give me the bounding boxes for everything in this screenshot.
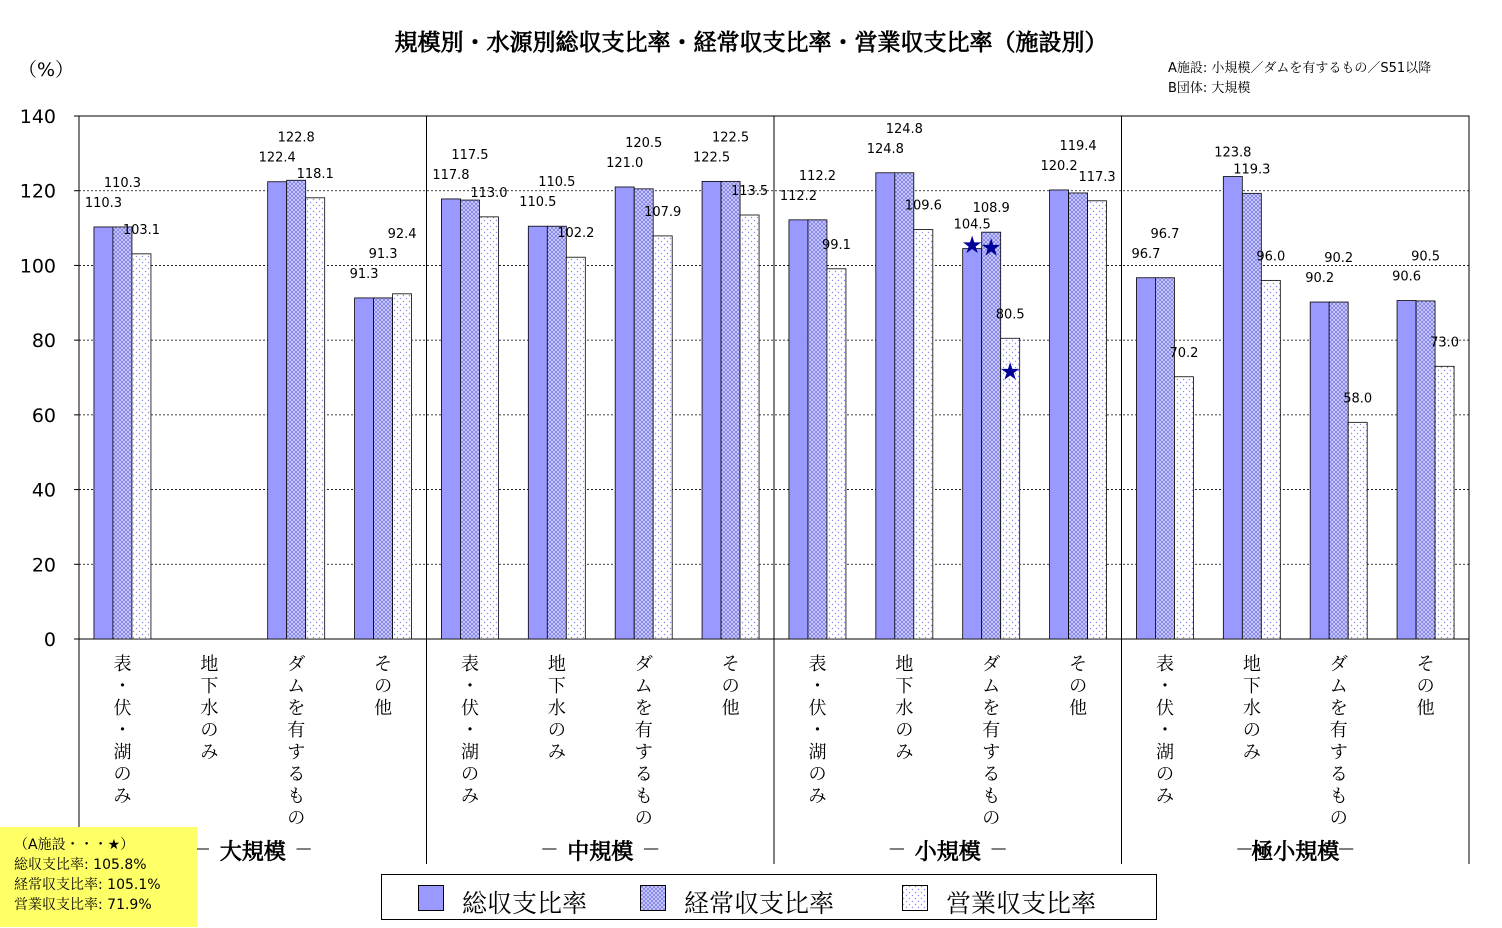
bar [132,254,151,639]
category-label-char: を [1329,698,1348,719]
bar [355,298,374,639]
bar [479,217,498,639]
category-label-char: ・ [113,676,132,697]
category-label-char: 伏 [1155,698,1174,719]
category-label-char: の [895,720,914,741]
data-label: 108.9 [972,201,1010,217]
legend-swatch [640,885,666,911]
category-label-char: の [982,808,1001,829]
category-label-char: の [1329,808,1348,829]
category-label-char: の [634,808,653,829]
bar [702,181,721,639]
data-label: 112.2 [798,168,837,184]
bar [827,269,846,639]
star-marker: ★ [980,233,1002,262]
legend-label: 総収支比率 [462,889,588,918]
legend-label: 営業収支比率 [946,889,1097,918]
data-label: 103.1 [122,222,161,238]
category-label-char: み [1242,742,1261,763]
data-label: 90.2 [1324,251,1354,267]
category-label-char: ム [287,676,306,697]
star-marker: ★ [961,230,983,259]
category-label-char: 水 [895,698,914,719]
data-label: 117.8 [432,167,470,183]
category-label-char: ダ [634,654,653,675]
y-axis-unit: （%） [18,59,75,81]
category-label-char: 表 [1155,654,1174,675]
data-label: 118.1 [296,166,334,182]
category-label-char: 他 [374,698,393,719]
bar [1261,280,1280,639]
category-label-char: 表 [808,654,827,675]
category-label-char: ム [982,676,1001,697]
bar [615,187,634,639]
category-label-char: そ [374,654,393,675]
data-label: 113.5 [730,183,769,199]
data-label: 110.3 [84,195,123,211]
bar [876,173,895,639]
category-label-char: ・ [808,676,827,697]
legend-label: 経常収支比率 [684,889,835,918]
category-label-char: る [634,764,653,785]
data-label: 73.0 [1430,335,1460,351]
bar [528,226,547,639]
category-label-char: 伏 [808,698,827,719]
data-label: 121.0 [606,155,644,171]
y-tick-label: 40 [31,479,56,502]
group-label: 中規模 [567,840,634,865]
category-label-char: 水 [200,698,219,719]
bar [721,181,740,639]
category-label-char: も [634,786,653,807]
y-tick-label: 20 [31,554,56,577]
data-label: 122.5 [711,130,750,146]
category-label-char: の [287,808,306,829]
category-label-char: の [1242,720,1261,741]
data-label: 92.4 [387,226,417,242]
data-label: 91.3 [349,266,379,282]
data-label: 124.8 [866,141,904,157]
data-label: 110.3 [103,175,142,191]
category-label-char: み [1155,786,1174,807]
category-label-char: 下 [547,676,566,697]
category-label-char: の [547,720,566,741]
category-label-char: 地 [1242,654,1261,675]
chart-legend [381,874,1157,920]
category-label-char: 地 [200,654,219,675]
data-label: 58.0 [1343,391,1373,407]
category-label-char: ム [1329,676,1348,697]
bar [1223,177,1242,639]
category-label-char: ・ [113,720,132,741]
category-label-char: 有 [1329,720,1348,741]
category-label-char: す [982,742,1001,763]
bar [1416,301,1435,639]
category-label-char: を [634,698,653,719]
bar [1155,278,1174,639]
chart-title: 規模別・水源別総収支比率・経常収支比率・営業収支比率（施設別） [394,30,1108,56]
category-label-char: も [287,786,306,807]
bar [653,236,672,639]
category-label-char: 伏 [113,698,132,719]
category-label-char: ・ [1155,720,1174,741]
category-label-char: 湖 [460,742,479,763]
note-b-entity: B団体: 大規模 [1168,81,1251,96]
y-tick-label: 140 [19,106,56,128]
category-label-char: 水 [1242,698,1261,719]
bar [1397,301,1416,639]
category-label-char: み [200,742,219,763]
data-label: 113.0 [470,185,508,201]
bar [914,230,933,639]
data-label: 107.9 [644,204,682,220]
bar [547,226,566,639]
category-label-char: ダ [982,654,1001,675]
category-label-char: を [982,698,1001,719]
bar [94,227,113,639]
category-label-char: の [1155,764,1174,785]
category-label-char: の [721,676,740,697]
category-label-char: の [1069,676,1088,697]
data-label: 109.6 [904,198,942,214]
bar [1435,366,1454,639]
category-label-char: そ [721,654,740,675]
y-tick-label: 120 [19,180,56,203]
legend-swatch [902,885,928,911]
category-label-char: 伏 [460,698,479,719]
data-label: 119.3 [1233,162,1271,178]
bar [441,199,460,639]
category-label-char: ・ [460,676,479,697]
bar [460,200,479,639]
category-label-char: み [895,742,914,763]
data-label: 104.5 [953,217,991,233]
group-label: 大規模 [219,840,286,865]
category-label-char: の [460,764,479,785]
data-label: 99.1 [821,237,851,253]
category-label-char: ム [634,676,653,697]
category-label-char: み [547,742,566,763]
category-label-char: そ [1069,654,1088,675]
data-label: 102.2 [557,226,595,242]
bar [306,198,325,639]
category-label-char: す [1329,742,1348,763]
category-label-char: も [1329,786,1348,807]
category-label-char: る [1329,764,1348,785]
category-label-char: る [982,764,1001,785]
category-label-char: ダ [1329,654,1348,675]
data-label: 110.5 [538,175,576,191]
category-label-char: 湖 [808,742,827,763]
category-label-char: ダ [287,654,306,675]
bar [963,249,982,639]
bar [740,215,759,639]
category-label-char: 表 [460,654,479,675]
bar [1348,422,1367,639]
category-label-char: す [634,742,653,763]
bar [1050,190,1069,639]
legend-swatch [418,885,444,911]
bar [982,232,1001,639]
star-marker: ★ [999,357,1021,386]
category-label-char: の [808,764,827,785]
category-label-char: 湖 [113,742,132,763]
bar [895,173,914,639]
bar [1310,302,1329,639]
category-label-char: 有 [634,720,653,741]
annotation-line: （A施設・・・★） [14,837,135,853]
bar [1136,278,1155,639]
a-facility-annotation-box [0,827,197,927]
group-label: 極小規模 [1251,840,1340,865]
group-label: 小規模 [914,840,981,865]
data-label: 112.2 [779,188,818,204]
category-label-char: 他 [721,698,740,719]
category-label-char: 有 [982,720,1001,741]
bar [789,220,808,639]
bar [1174,377,1193,639]
data-label: 122.8 [277,130,315,146]
category-label-char: み [808,786,827,807]
bar [393,294,412,639]
data-label: 90.5 [1411,249,1441,265]
category-label-char: 下 [895,676,914,697]
data-label: 120.5 [625,135,663,151]
data-label: 80.5 [995,307,1025,323]
y-tick-label: 0 [43,629,56,651]
category-label-char: も [982,786,1001,807]
category-label-char: る [287,764,306,785]
category-label-char: ・ [1155,676,1174,697]
bar [374,298,393,639]
data-label: 90.2 [1305,271,1335,287]
y-tick-label: 80 [31,330,56,353]
category-label-char: み [113,786,132,807]
bar [808,220,827,639]
category-label-char: 他 [1069,698,1088,719]
annotation-line: 経常収支比率: 105.1% [14,877,161,893]
category-label-char: 地 [547,654,566,675]
y-tick-label: 100 [19,255,56,278]
bar [566,257,585,639]
note-a-facility: A施設: 小規模／ダムを有するもの／S51以降 [1168,61,1432,76]
bar [113,227,132,639]
category-label-char: の [200,720,219,741]
category-label-char: を [287,698,306,719]
data-label: 117.3 [1078,169,1116,185]
data-label: 96.0 [1256,249,1286,265]
annotation-line: 営業収支比率: 71.9% [14,897,152,913]
category-label-char: 地 [895,654,914,675]
data-label: 122.5 [692,150,731,166]
bar [287,180,306,639]
bar [268,182,287,639]
y-tick-label: 60 [31,404,56,427]
category-label-char: す [287,742,306,763]
bar [1088,201,1107,639]
category-label-char: 湖 [1155,742,1174,763]
category-label-char: の [1416,676,1435,697]
category-label-char: の [374,676,393,697]
category-label-char: ・ [808,720,827,741]
category-label-char: 下 [1242,676,1261,697]
bar [1069,193,1088,639]
category-label-char: 水 [547,698,566,719]
data-label: 120.2 [1040,158,1078,174]
category-label-char: み [460,786,479,807]
data-label: 91.3 [368,246,398,262]
data-label: 70.2 [1169,345,1199,361]
data-label: 117.5 [451,147,489,163]
category-label-char: 下 [200,676,219,697]
data-label: 122.4 [258,150,296,166]
data-label: 123.8 [1214,145,1252,161]
bar [634,189,653,639]
data-label: 110.5 [519,195,557,211]
data-label: 119.4 [1059,138,1097,154]
category-label-char: 有 [287,720,306,741]
annotation-line: 総収支比率: 105.8% [14,857,147,873]
category-label-char: 表 [113,654,132,675]
bar [1329,302,1348,639]
category-label-char: ・ [460,720,479,741]
category-label-char: の [113,764,132,785]
category-label-char: そ [1416,654,1435,675]
data-label: 96.7 [1150,226,1180,242]
data-label: 96.7 [1131,246,1161,262]
category-label-char: 他 [1416,698,1435,719]
data-label: 124.8 [885,121,923,137]
data-label: 90.6 [1392,269,1422,285]
